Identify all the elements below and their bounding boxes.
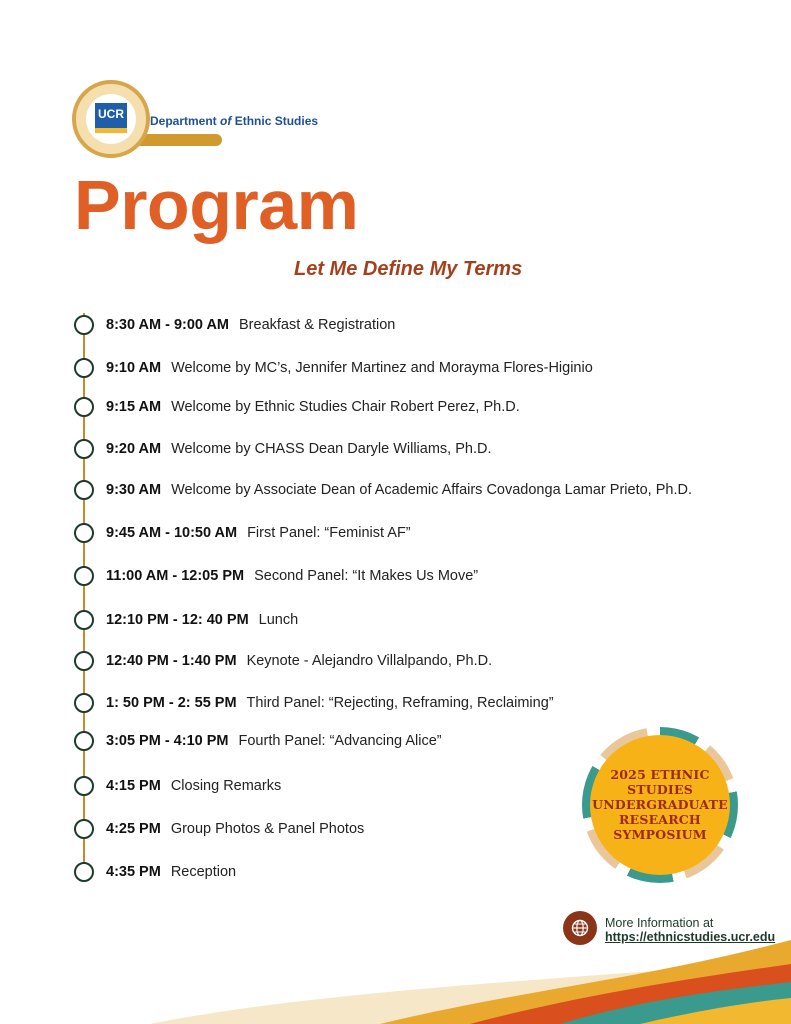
timeline-dot <box>74 819 94 839</box>
timeline-dot <box>74 862 94 882</box>
schedule-time: 12:10 PM - 12: 40 PM <box>106 612 249 628</box>
schedule-item <box>74 691 554 715</box>
schedule-desc: Lunch <box>258 612 299 628</box>
badge-line: STUDIES <box>627 782 693 797</box>
schedule-time: 9:30 AM <box>106 482 162 498</box>
schedule-time: 4:35 PM <box>106 864 161 880</box>
timeline-dot <box>74 480 94 500</box>
schedule-item <box>74 649 492 673</box>
schedule-item <box>74 395 520 419</box>
schedule-time: 9:15 AM <box>106 399 162 415</box>
schedule-time: 11:00 AM - 12:05 PM <box>106 568 245 584</box>
schedule-item <box>74 774 281 798</box>
schedule-desc: Reception <box>170 864 237 880</box>
schedule-item <box>74 313 395 337</box>
schedule-item <box>74 860 236 884</box>
schedule-time: 1: 50 PM - 2: 55 PM <box>106 695 237 711</box>
schedule-desc: Breakfast & Registration <box>239 317 396 333</box>
timeline-dot <box>74 397 94 417</box>
more-info-label: More Information at <box>605 916 714 930</box>
schedule-item <box>74 437 492 461</box>
schedule-desc: Welcome by MC’s, Jennifer Martinez and Morayma Flores-Higinio <box>171 360 593 376</box>
badge-line: UNDERGRADUATE <box>592 797 728 812</box>
dept-prefix: Department <box>150 114 217 128</box>
schedule-desc: Keynote - Alejandro Villalpando, Ph.D. <box>246 653 493 669</box>
timeline-dot <box>74 523 94 543</box>
schedule-time: 9:45 AM - 10:50 AM <box>106 525 238 541</box>
schedule-item <box>74 478 692 502</box>
badge-line: SYMPOSIUM <box>613 827 707 842</box>
schedule-desc: Closing Remarks <box>170 778 282 794</box>
schedule-item <box>74 729 442 753</box>
schedule-time: 9:20 AM <box>106 441 162 457</box>
schedule-item <box>74 521 411 545</box>
timeline-dot <box>74 566 94 586</box>
page-subtitle: Let Me Define My Terms <box>294 258 523 280</box>
schedule-desc: Welcome by CHASS Dean Daryle Williams, Ph.D. <box>171 441 492 457</box>
schedule-desc: Welcome by Associate Dean of Academic Affairs Covadonga Lamar Prieto, Ph.D. <box>171 482 692 498</box>
schedule-time: 12:40 PM - 1:40 PM <box>106 653 237 669</box>
timeline-dot <box>74 439 94 459</box>
timeline-dot <box>74 610 94 630</box>
decorative-waves <box>0 940 791 1024</box>
timeline-dot <box>74 731 94 751</box>
ucr-logo <box>72 80 150 158</box>
dept-of: of <box>220 114 232 128</box>
department-name <box>150 114 318 128</box>
schedule-time: 4:25 PM <box>106 821 161 837</box>
page-title: Program <box>74 166 359 244</box>
schedule-desc: Welcome by Ethnic Studies Chair Robert Perez, Ph.D. <box>171 399 520 415</box>
schedule-item <box>74 356 593 380</box>
timeline-dot <box>74 651 94 671</box>
dept-suffix: Ethnic Studies <box>234 114 319 128</box>
timeline-dot <box>74 358 94 378</box>
schedule-item <box>74 564 478 588</box>
timeline-dot <box>74 776 94 796</box>
schedule-desc: Group Photos & Panel Photos <box>170 821 365 837</box>
schedule-time: 9:10 AM <box>106 360 162 376</box>
logo-inner-circle <box>86 94 136 144</box>
timeline-dot <box>74 315 94 335</box>
badge-line: 2025 ETHNIC <box>610 767 710 782</box>
schedule-item <box>74 817 364 841</box>
schedule-time: 4:15 PM <box>106 778 161 794</box>
schedule-item <box>74 608 298 632</box>
schedule-desc: Fourth Panel: “Advancing Alice” <box>238 733 442 749</box>
schedule-desc: First Panel: “Feminist AF” <box>247 525 411 541</box>
schedule-desc: Third Panel: “Rejecting, Reframing, Reclaiming” <box>246 695 554 711</box>
schedule-desc: Second Panel: “It Makes Us Move” <box>254 568 479 584</box>
website-link[interactable]: https://ethnicstudies.ucr.edu <box>605 930 776 944</box>
symposium-badge-text <box>592 767 728 842</box>
badge-line: RESEARCH <box>619 812 701 827</box>
schedule-time: 8:30 AM - 9:00 AM <box>106 317 230 333</box>
schedule-time: 3:05 PM - 4:10 PM <box>106 733 229 749</box>
timeline-dot <box>74 693 94 713</box>
ucr-mark: UCR <box>95 103 127 133</box>
